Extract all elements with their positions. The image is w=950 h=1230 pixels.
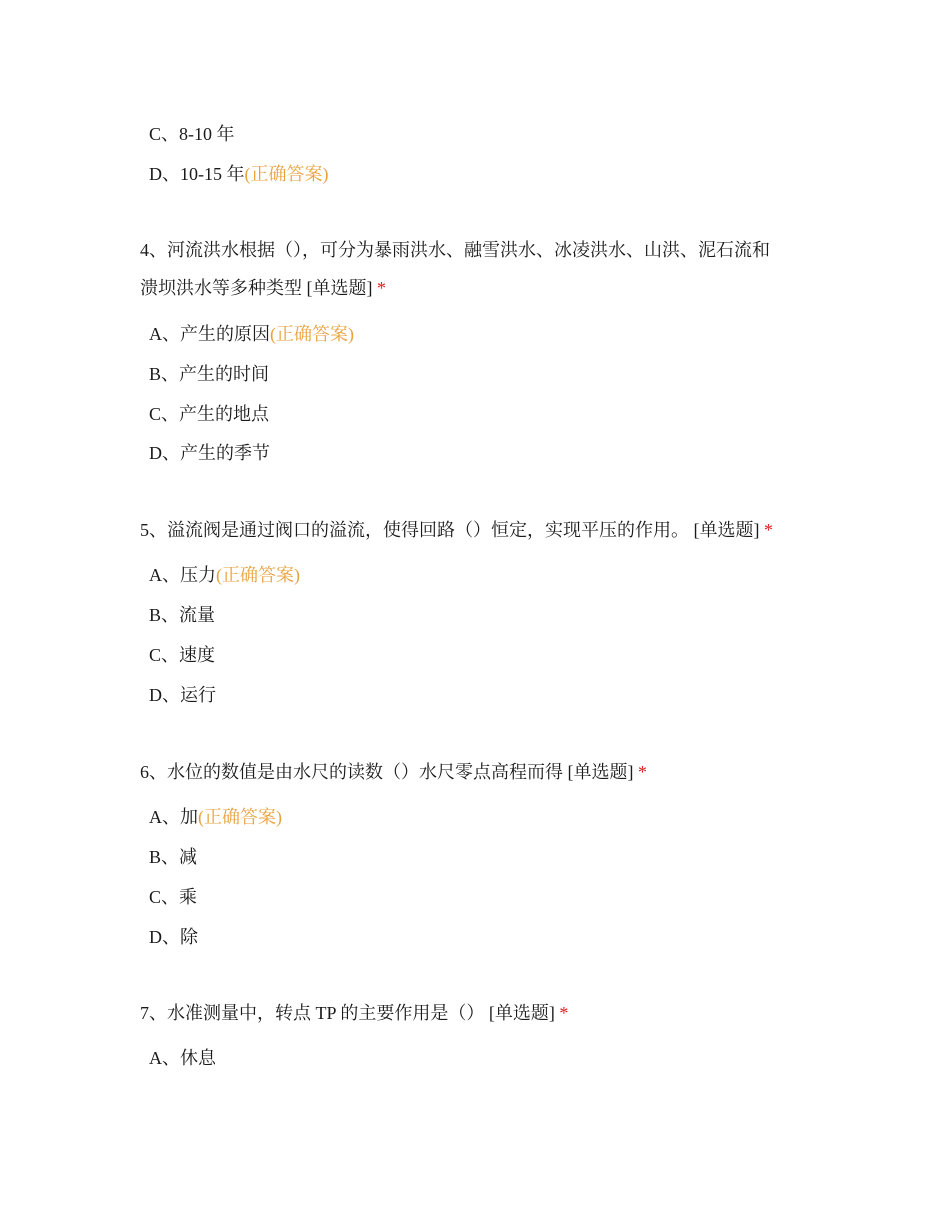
q6-option-c — [149, 885, 197, 909]
q4-option-c — [149, 402, 269, 426]
required-mark: * — [377, 278, 386, 298]
option-label: D、运行 — [149, 685, 216, 705]
correct-answer-tag: (正确答案) — [270, 324, 354, 344]
required-mark: * — [638, 762, 647, 782]
question-7-title — [140, 1001, 568, 1025]
option-label: C、乘 — [149, 887, 198, 907]
question-4-title — [140, 238, 770, 262]
question-text: 7、水准测量中，转点 TP 的主要作用是（） — [140, 1003, 485, 1023]
q6-option-d — [149, 925, 198, 949]
correct-answer-tag: (正确答案) — [216, 565, 300, 585]
q4-option-b — [149, 362, 269, 386]
option-label: C、产生的地点 — [149, 404, 270, 424]
q5-option-b — [149, 603, 215, 627]
option-label: A、休息 — [149, 1048, 216, 1068]
question-type: [单选题] — [488, 1003, 555, 1023]
q4-option-d — [149, 441, 270, 465]
option-label: D、10-15 年 — [149, 164, 245, 184]
prev-option-d — [149, 162, 329, 186]
q5-option-c — [149, 643, 215, 667]
required-mark: * — [764, 520, 773, 540]
question-type: [单选题] — [693, 520, 760, 540]
option-label: A、加 — [149, 807, 198, 827]
correct-answer-tag: (正确答案) — [244, 164, 329, 184]
question-5-title — [140, 518, 773, 542]
q7-option-a — [149, 1046, 216, 1070]
q5-option-a — [149, 563, 300, 587]
q4-option-a — [149, 322, 354, 346]
question-6-title — [140, 760, 647, 784]
question-text: 6、水位的数值是由水尺的读数（）水尺零点高程而得 — [140, 762, 563, 782]
option-label: B、产生的时间 — [149, 364, 270, 384]
q6-option-b — [149, 845, 197, 869]
correct-answer-tag: (正确答案) — [198, 807, 282, 827]
q6-option-a — [149, 805, 282, 829]
question-type: [单选题] — [567, 762, 634, 782]
option-label: C、8-10 年 — [149, 124, 235, 144]
prev-option-c — [149, 122, 235, 146]
option-label: D、除 — [149, 927, 198, 947]
option-label: B、流量 — [149, 605, 216, 625]
option-label: A、产生的原因 — [149, 324, 270, 344]
option-label: B、减 — [149, 847, 198, 867]
q5-option-d — [149, 683, 216, 707]
question-type: [单选题] — [306, 278, 373, 298]
option-label: A、压力 — [149, 565, 216, 585]
option-label: D、产生的季节 — [149, 443, 270, 463]
required-mark: * — [559, 1003, 569, 1023]
question-text: 5、溢流阀是通过阀口的溢流，使得回路（）恒定，实现平压的作用。 — [140, 520, 689, 540]
question-text: 溃坝洪水等多种类型 — [140, 278, 302, 298]
option-label: C、速度 — [149, 645, 216, 665]
question-4-title-cont — [140, 276, 386, 300]
question-text: 4、河流洪水根据（），可分为暴雨洪水、融雪洪水、冰凌洪水、山洪、泥石流和 — [140, 240, 770, 260]
